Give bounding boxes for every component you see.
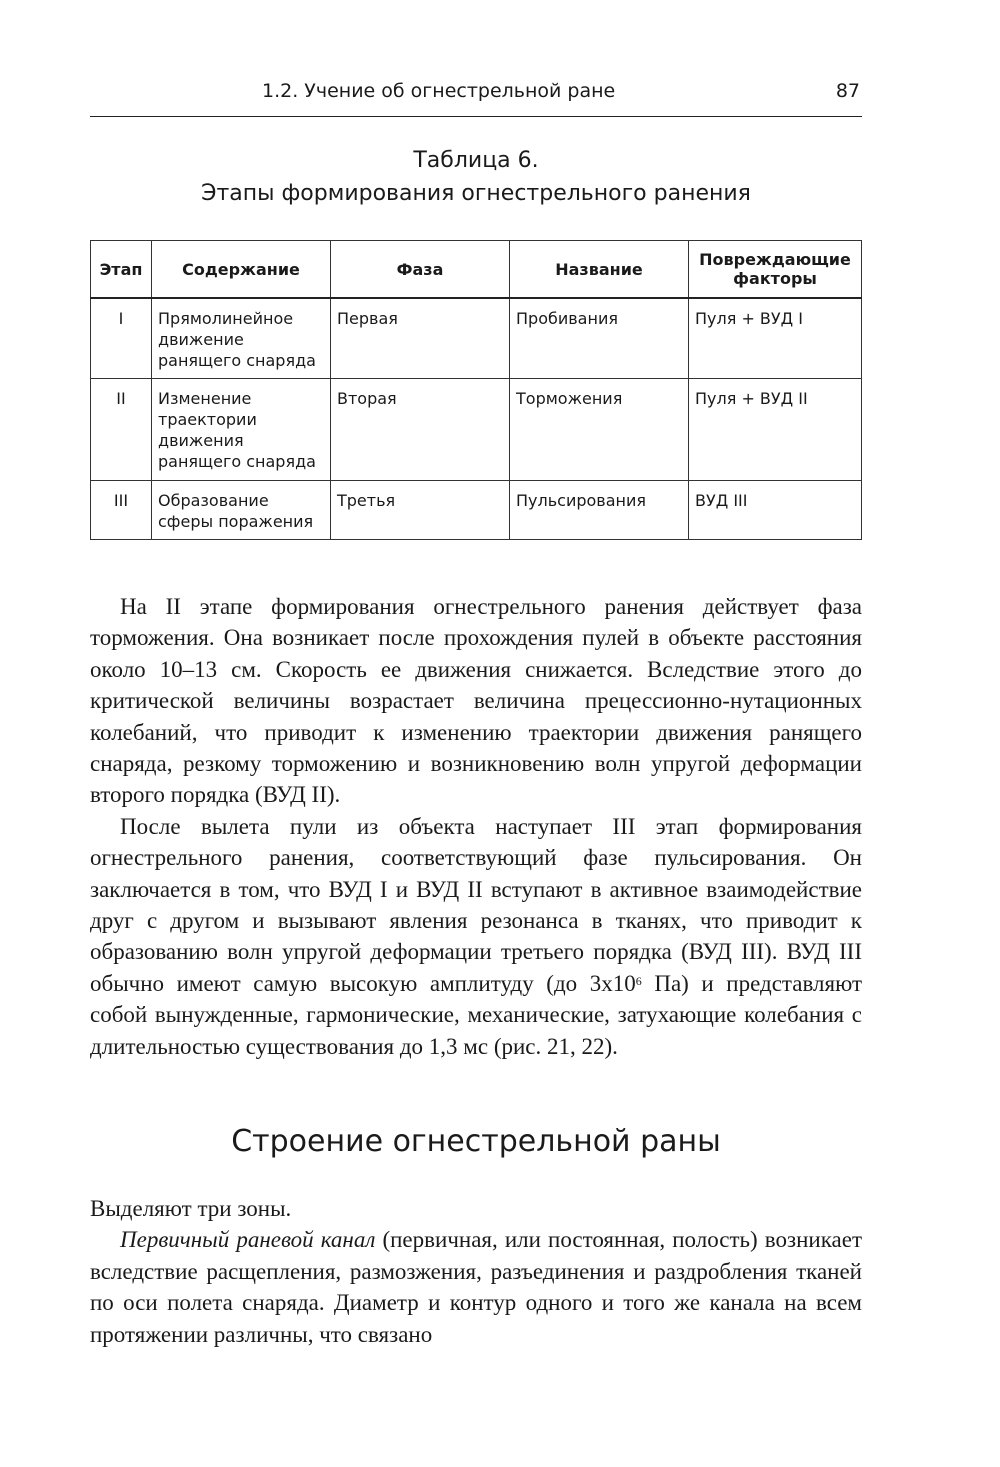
- table-cell: Вторая: [331, 379, 510, 481]
- table-cell: Пробивания: [510, 298, 689, 379]
- table-header-cell: Содержание: [152, 241, 331, 299]
- table-cell: Третья: [331, 481, 510, 540]
- italic-term: Первичный раневой канал: [120, 1227, 376, 1253]
- table-caption-number: Таблица 6.: [413, 148, 539, 173]
- table-row: [91, 298, 862, 379]
- paragraph: [90, 811, 862, 1062]
- table-cell: Первая: [331, 298, 510, 379]
- paragraph-text: После вылета пули из объекта наступает III этап формирования огнестрельного ранения, соответствующий фазе пульсирования. Он заключается в том, что ВУД I и ВУД II вступают в активное взаимодействие друг с другом и вызывают явления резонанса в тканях, что приводит к образованию волн упругой деформации третьего порядка (ВУД III). ВУД III обычно имеют самую высокую амплитуду (до 3х10: [90, 813, 862, 996]
- table-cell: III: [91, 481, 152, 540]
- page-number: 87: [835, 80, 860, 102]
- section-heading: Строение огнестрельной раны: [231, 1124, 721, 1159]
- table-header-cell: Фаза: [331, 241, 510, 299]
- section-text-block: [90, 1193, 862, 1350]
- paragraph-text: (первичная, или постоянная, полость) возникает вследствие расщепления, размозжения, разъединения и раздробления тканей по оси полета снаряда. Диаметр и контур одного и того же канала на всем протяжении различны, что связано: [90, 1227, 862, 1347]
- table-cell: Пуля + ВУД I: [689, 298, 862, 379]
- table-row: [91, 481, 862, 540]
- table-caption-title: Этапы формирования огнестрельного ранения: [201, 181, 751, 206]
- table-header-cell: Повреждающие факторы: [689, 241, 862, 299]
- table-cell: ВУД III: [689, 481, 862, 540]
- stages-table: [90, 240, 862, 540]
- table-row: [91, 379, 862, 481]
- superscript-exponent: 6: [635, 973, 642, 988]
- table-cell: II: [91, 379, 152, 481]
- table-header-cell: Этап: [91, 241, 152, 299]
- table-cell: Прямолинейное движение ранящего снаряда: [152, 298, 331, 379]
- table-cell: Торможения: [510, 379, 689, 481]
- running-header: [90, 78, 862, 117]
- table-cell: Образование сферы поражения: [152, 481, 331, 540]
- paragraph-text: Па) и представляют собой вынужденные, гармонические, механические, затухающие колебания с длительностью существования до 1,3 мс (рис. 21, 22).: [90, 970, 862, 1059]
- paragraph: Выделяют три зоны.: [90, 1196, 292, 1221]
- table-header-cell: Название: [510, 241, 689, 299]
- paragraph: [90, 1224, 862, 1350]
- table-header-row: [91, 241, 862, 299]
- table-cell: Изменение траектории движения ранящего снаряда: [152, 379, 331, 481]
- table-cell: Пуля + ВУД II: [689, 379, 862, 481]
- table-cell: I: [91, 298, 152, 379]
- body-text-block: [90, 591, 862, 1062]
- table-cell: Пульсирования: [510, 481, 689, 540]
- paragraph: На II этапе формирования огнестрельного ранения действует фаза торможения. Она возникает после прохождения пулей в объекте расстояния около 10–13 см. Скорость ее движения снижается. Вследствие этого до критической величины возрастает величина прецессионно-нутационных колебаний, что приводит к изменению траектории движения ранящего снаряда, резкому торможению и возникновению волн упругой деформации второго порядка (ВУД II).: [90, 594, 862, 808]
- running-title: 1.2. Учение об огнестрельной ране: [262, 80, 616, 102]
